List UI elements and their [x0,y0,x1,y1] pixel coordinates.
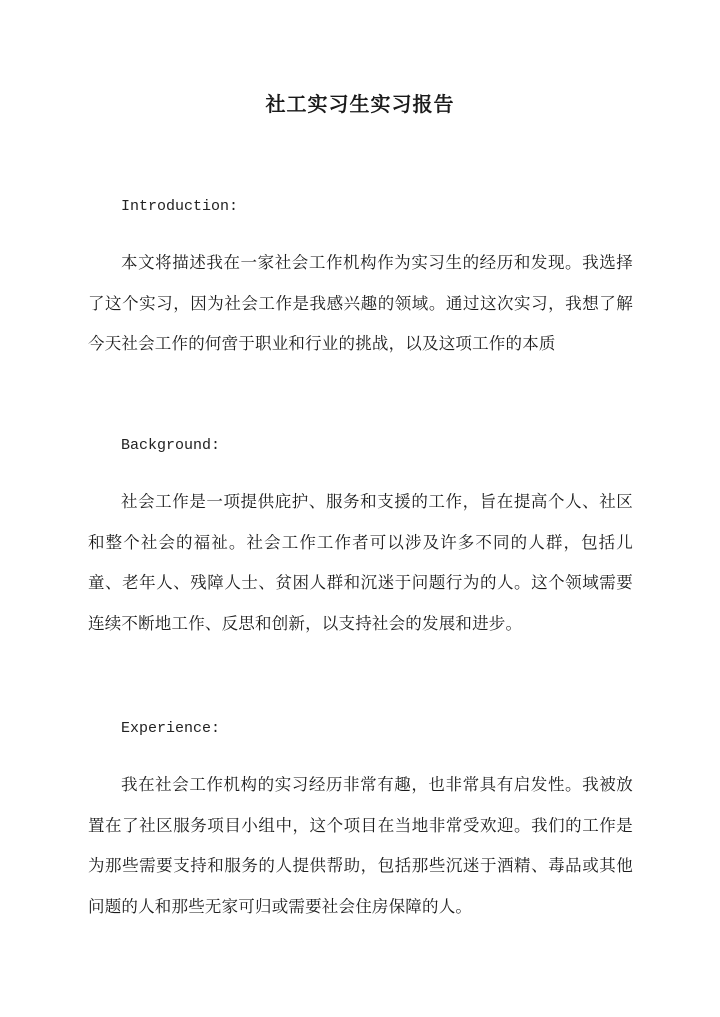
section-heading-experience: Experience: [121,720,221,737]
section-body-introduction: 本文将描述我在一家社会工作机构作为实习生的经历和发现。我选择了这个实习，因为社会工作是我感兴趣的领域。通过这次实习，我想了解今天社会工作的何啻于职业和行业的挑战，以及这项工作的本质 [88,253,633,353]
section-body-background: 社会工作是一项提供庇护、服务和支援的工作，旨在提高个人、社区和整个社会的福祉。社会工作工作者可以涉及许多不同的人群，包括儿童、老年人、残障人士、贫困人群和沉迷于问题行为的人。这个领域需要连续不断地工作、反思和创新，以支持社会的发展和进步。 [88,492,633,633]
document-title: 社工实习生实习报告 [265,92,455,116]
section-heading-introduction: Introduction: [121,198,239,215]
section-body-experience: 我在社会工作机构的实习经历非常有趣，也非常具有启发性。我被放置在了社区服务项目小组中，这个项目在当地非常受欢迎。我们的工作是为那些需要支持和服务的人提供帮助，包括那些沉迷于酒精、毒品或其他问题的人和那些无家可归或需要社会住房保障的人。 [88,775,633,916]
section-heading-background: Background: [121,437,221,454]
